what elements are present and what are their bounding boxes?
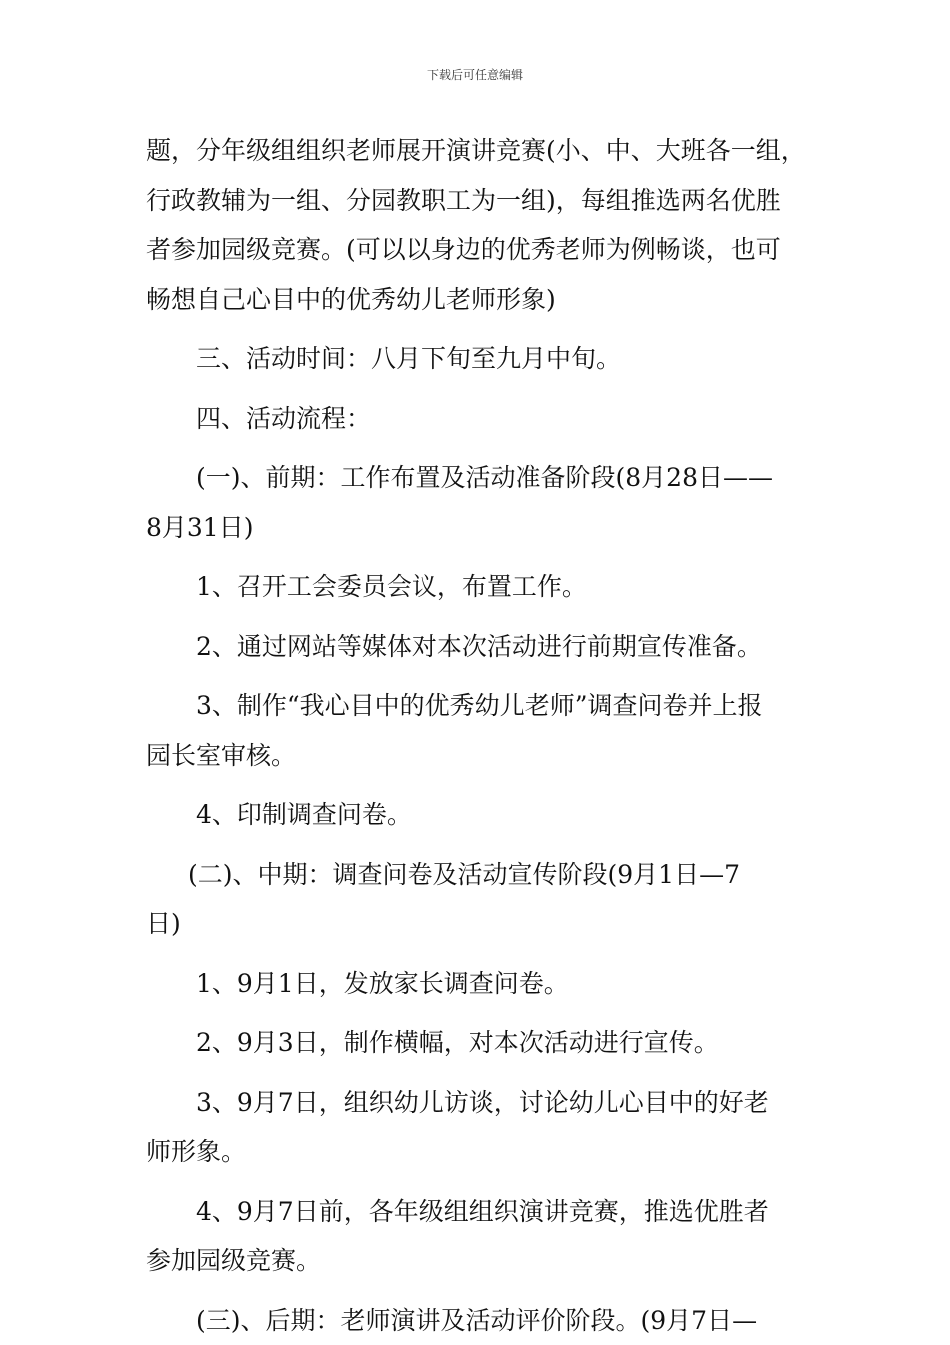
paragraph-line: 园长室审核。 [146,731,810,781]
section-heading-time: 三、活动时间：八月下旬至九月中旬。 [146,334,810,384]
paragraph-line: 题，分年级组组织老师展开演讲竞赛(小、中、大班各一组， [146,126,810,176]
paragraph-line: 参加园级竞赛。 [146,1236,810,1286]
paragraph-line: 日) [146,899,810,949]
document-body [146,126,810,1345]
phase-heading-late: (三)、后期：老师演讲及活动评价阶段。(9月7日— [146,1296,810,1345]
list-item: 2、9月3日，制作横幅，对本次活动进行宣传。 [146,1018,810,1068]
list-item: 2、通过网站等媒体对本次活动进行前期宣传准备。 [146,622,810,672]
phase-heading-early: (一)、前期：工作布置及活动准备阶段(8月28日—— [146,453,810,503]
section-heading-process: 四、活动流程： [146,394,810,444]
list-item: 1、召开工会委员会议，布置工作。 [146,562,810,612]
paragraph-line: 8月31日) [146,503,810,553]
paragraph-line: 者参加园级竞赛。(可以以身边的优秀老师为例畅谈，也可 [146,225,810,275]
list-item: 4、9月7日前，各年级组组织演讲竞赛，推选优胜者 [146,1187,810,1237]
paragraph-line: 行政教辅为一组、分园教职工为一组)，每组推选两名优胜 [146,176,810,226]
page-header-note: 下载后可任意编辑 [0,66,950,83]
list-item: 1、9月1日，发放家长调查问卷。 [146,959,810,1009]
paragraph-line: 畅想自己心目中的优秀幼儿老师形象) [146,275,810,325]
paragraph-line: 师形象。 [146,1127,810,1177]
list-item: 4、印制调查问卷。 [146,790,810,840]
list-item: 3、9月7日，组织幼儿访谈，讨论幼儿心目中的好老 [146,1078,810,1128]
phase-heading-middle: (二)、中期：调查问卷及活动宣传阶段(9月1日—7 [146,850,810,900]
list-item: 3、制作“我心目中的优秀幼儿老师”调查问卷并上报 [146,681,810,731]
